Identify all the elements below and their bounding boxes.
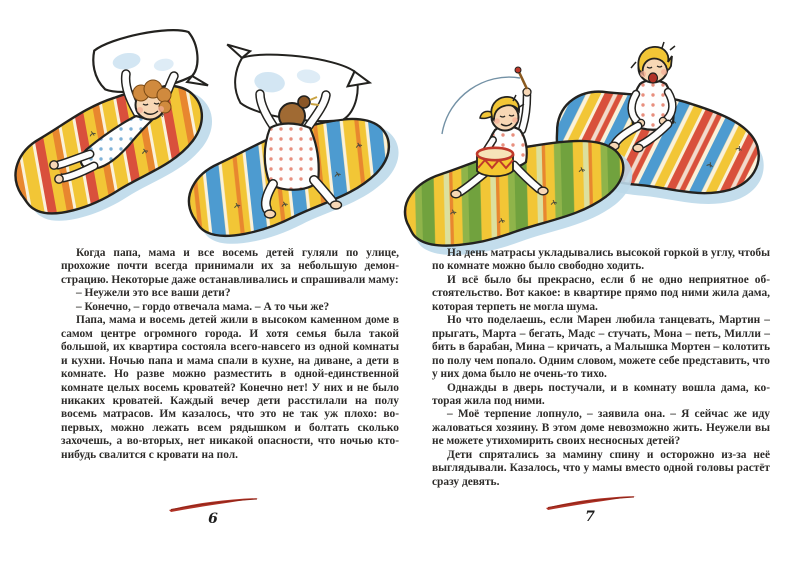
paragraph: Папа, мама и восемь детей жили в высоком каменном доме в самом центре огромного города. И хотя семья была такой большой, их квартира состояла всего-навсего из одной комнаты и кухни. Ночью папа и мама спали в кухне, на диване, а дети в комнате. Но разве можно разместить в одной-единственной комнате целых восемь кроватей? Конечно нет! У них и не было никаких кроватей. Каждый вечер дети расстилали на полу восемь матрасов. Им казалось, что это не так уж плохо: во-первых, можно лежать всем рядышком и болтать сколько захочешь, а во-вторых, нет никакой опасности, что ночью кто-нибудь свалится с кровати на пол. bbox=[61, 314, 399, 461]
left-page-footer bbox=[161, 498, 265, 527]
paragraph: Когда папа, мама и все восемь детей гуляли по улице, прохожие почти всегда принимали их за небольшую демонстрацию. Некоторые даже останавливались и спрашивали маму: bbox=[61, 247, 399, 286]
page-number: 6 bbox=[208, 511, 218, 527]
paragraph: – Конечно, – гордо отвечала мама. – А то чьи же? bbox=[76, 300, 330, 313]
drumstick-icon bbox=[519, 72, 527, 89]
red-brush-stroke-icon bbox=[538, 496, 642, 510]
bare-foot-icon bbox=[538, 187, 548, 195]
right-page-text bbox=[432, 247, 770, 489]
hand-icon bbox=[523, 88, 531, 96]
bare-foot-icon bbox=[50, 161, 58, 169]
page-right bbox=[400, 0, 800, 576]
paragraph: И всё было бы прекрасно, если б не одно неприятное обстоятельство. Вот какое: в квартире прямо под ними жила дама, которая терпеть не могла шума. bbox=[432, 273, 770, 313]
bare-foot-icon bbox=[265, 210, 276, 218]
bare-foot-icon bbox=[55, 175, 63, 183]
bare-foot-icon bbox=[451, 190, 461, 198]
paragraph: – Моё терпение лопнуло, – заявила она. – Я сейчас же иду жаловаться хозяину. В этом доме невозможно жить. Неужели вы не можете утихомирить своих несносных детей? bbox=[432, 408, 770, 448]
paragraph: – Неужели это все ваши дети? bbox=[76, 287, 231, 300]
left-page-text bbox=[61, 247, 399, 462]
red-brush-stroke-icon bbox=[161, 498, 265, 512]
illustration-pillow-fight bbox=[8, 16, 400, 248]
pigtail bbox=[480, 111, 492, 118]
paragraph: Дети спрятались за мамину спину и осторожно из-за неё выглядывали. Казалось, что у мамы вместо одной головы растёт сразу девять. bbox=[432, 448, 770, 488]
page-number: 7 bbox=[585, 509, 595, 525]
hair-bun bbox=[298, 96, 310, 108]
paragraph: На день матрасы укладывались высокой горкой в углу, чтобы по комнате можно было свободно ходить. bbox=[432, 247, 770, 273]
right-page-footer bbox=[538, 496, 642, 525]
open-mouth bbox=[649, 73, 658, 83]
drum-icon bbox=[477, 148, 513, 176]
bare-foot-icon bbox=[331, 201, 342, 209]
paragraph: Однажды в дверь постучали, и в комнату вошла дама, которая жила под ними. bbox=[432, 381, 770, 407]
bare-foot-icon bbox=[633, 144, 643, 152]
illustration-drumming-singing bbox=[400, 22, 766, 248]
paragraph: Но что поделаешь, если Марен любила танцевать, Мартин – прыгать, Марта – бегать, Мадс – стучать, Мона – петь, Милли – бить в барабан, Мина – кричать, а Малышка Мортен – колотить по полу чем попало. Одним словом, можете себе представить, что у них дома было не очень-то тихо. bbox=[432, 314, 770, 381]
